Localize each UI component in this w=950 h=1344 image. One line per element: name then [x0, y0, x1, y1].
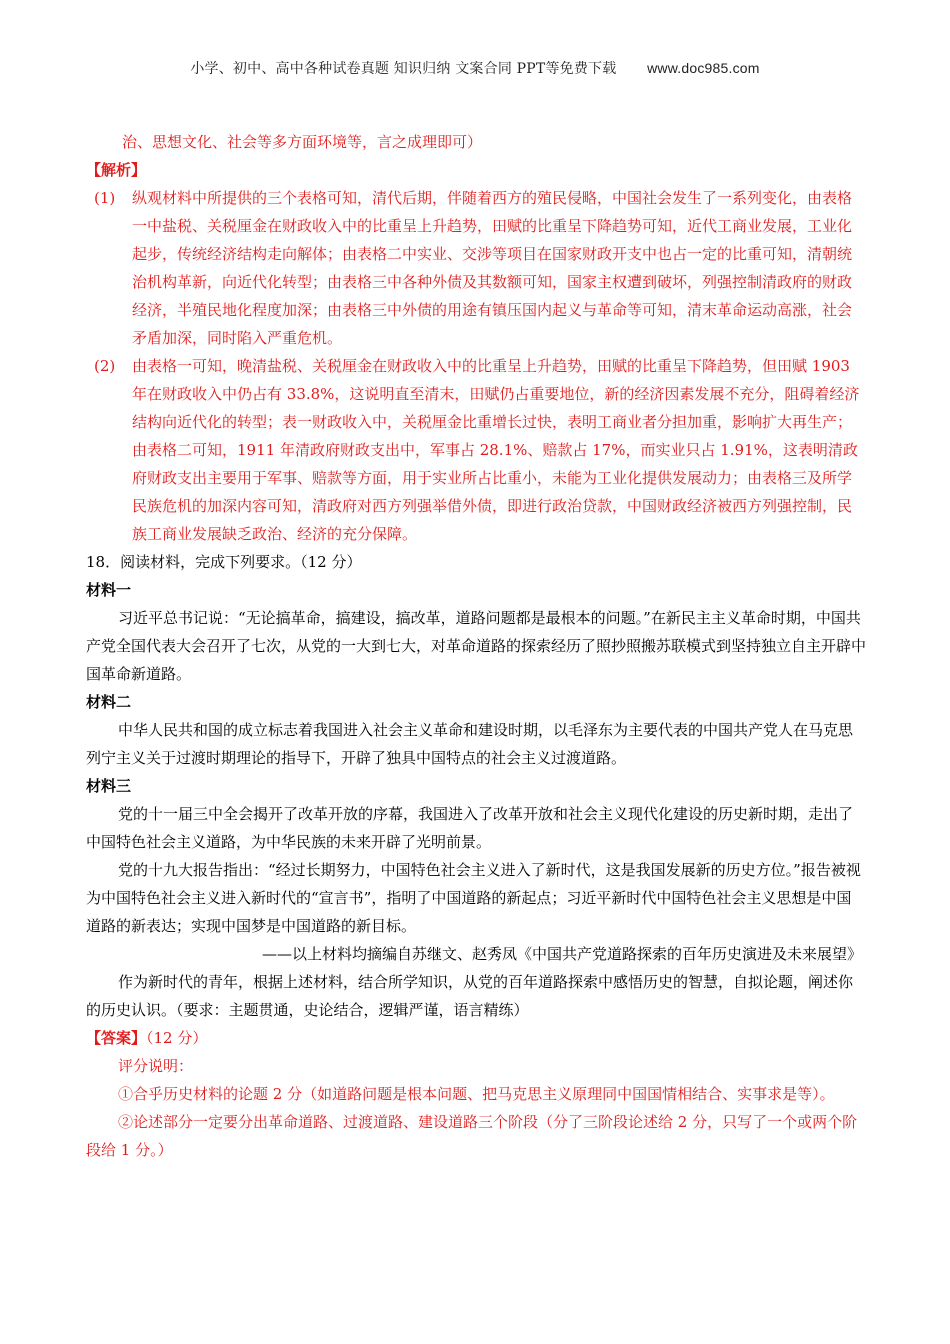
analysis-item-2 [86, 352, 866, 548]
header-url[interactable]: www.doc985.com [647, 60, 760, 76]
analysis-item-num: (2) [94, 357, 116, 375]
material-1-paragraph: 习近平总书记说：“无论搞革命，搞建设，搞改革，道路问题都是最根本的问题。”在新民主主义革命时期，中国共产党全国代表大会召开了七次，从党的一大到七大，对革命道路的探索经历了照抄照搬苏联模式到坚持独立自主开辟中国革命新道路。 [86, 609, 867, 683]
analysis-item-1 [86, 184, 866, 352]
answer-heading [86, 1024, 866, 1052]
page-header [0, 58, 950, 78]
answer-point-1: ①合乎历史材料的论题 2 分（如道路问题是根本问题、把马克思主义原理同中国国情相结合、实事求是等）。 [118, 1085, 835, 1103]
answer-score: （12 分） [146, 1029, 208, 1047]
material-3-label: 材料三 [86, 777, 132, 795]
answer-point-2: ②论述部分一定要分出革命道路、过渡道路、建设道路三个阶段（分了三阶段论述给 2 分，只写了一个或两个阶段给 1 分。） [86, 1113, 858, 1159]
material-source: ——以上材料均摘编自苏继文、赵秀凤《中国共产党道路探索的百年历史演进及未来展望》 [261, 945, 862, 963]
question-title: 18．阅读材料，完成下列要求。（12 分） [86, 553, 362, 571]
analysis-label: 【解析】 [86, 161, 147, 179]
material-1-label: 材料一 [86, 581, 132, 599]
top-line: 治、思想文化、社会等多方面环境等，言之成理即可） [122, 133, 483, 151]
page-content [86, 128, 866, 1164]
analysis-item-text: 由表格一可知，晚清盐税、关税厘金在财政收入中的比重呈上升趋势，田赋的比重呈下降趋势，但田赋 1903 年在财政收入中仍占有 33.8%，这说明直至清末，田赋仍占重要地位，新的经济因素发展不充分，阻碍着经济结构向近代化的转型；表一财政收入中，关税厘金比重增长过快，表明工商业者分担加重，影响扩大再生产；由表格二可知，1911 年清政府财政支出中，军事占 28.1%、赔款占 17%，而实业只占 1.91%，这表明清政府财政支出主要用于军事、赔款等方面，用于实业所占比重小，未能为工业化提供发展动力；由表格三及所学民族危机的加深内容可知，清政府对西方列强举借外债，即进行政治贷款，中国财政经济被西方列强控制，民族工商业发展缺乏政治、经济的充分保障。 [132, 357, 860, 543]
answer-label: 【答案】 [86, 1029, 147, 1047]
question-prompt: 作为新时代的青年，根据上述材料，结合所学知识，从党的百年道路探索中感悟历史的智慧，自拟论题，阐述你的历史认识。（要求：主题贯通，史论结合，逻辑严谨，语言精练） [86, 973, 854, 1019]
analysis-item-text: 纵观材料中所提供的三个表格可知，清代后期，伴随着西方的殖民侵略，中国社会发生了一系列变化，由表格一中盐税、关税厘金在财政收入中的比重呈上升趋势，田赋的比重呈下降趋势可知，近代工商业发展，工业化起步，传统经济结构走向解体；由表格二中实业、交涉等项目在国家财政开支中也占一定的比重可知，清朝统治机构革新，向近代化转型；由表格三中各种外债及其数额可知，国家主权遭到破坏，列强控制清政府的财政经济，半殖民地化程度加深；由表格三中外债的用途有镇压国内起义与革命等可知，清末革命运动高涨，社会矛盾加深，同时陷入严重危机。 [132, 189, 853, 347]
header-text: 小学、初中、高中各种试卷真题 知识归纳 文案合同 PPT等免费下载 [190, 61, 617, 77]
material-3-paragraph-2: 党的十九大报告指出：“经过长期努力，中国特色社会主义进入了新时代，这是我国发展新的历史方位。”报告被视为中国特色社会主义进入新时代的“宣言书”，指明了中国道路的新起点；习近平新时代中国特色社会主义思想是中国道路的新表达；实现中国梦是中国道路的新目标。 [86, 861, 861, 935]
material-3-paragraph-1: 党的十一届三中全会揭开了改革开放的序幕，我国进入了改革开放和社会主义现代化建设的历史新时期，走出了中国特色社会主义道路，为中华民族的未来开辟了光明前景。 [86, 805, 854, 851]
material-2-paragraph: 中华人民共和国的成立标志着我国进入社会主义革命和建设时期，以毛泽东为主要代表的中国共产党人在马克思列宁主义关于过渡时期理论的指导下，开辟了独具中国特点的社会主义过渡道路。 [86, 721, 854, 767]
answer-subtitle: 评分说明： [118, 1057, 194, 1075]
analysis-item-num: (1) [94, 189, 116, 207]
material-2-label: 材料二 [86, 693, 132, 711]
